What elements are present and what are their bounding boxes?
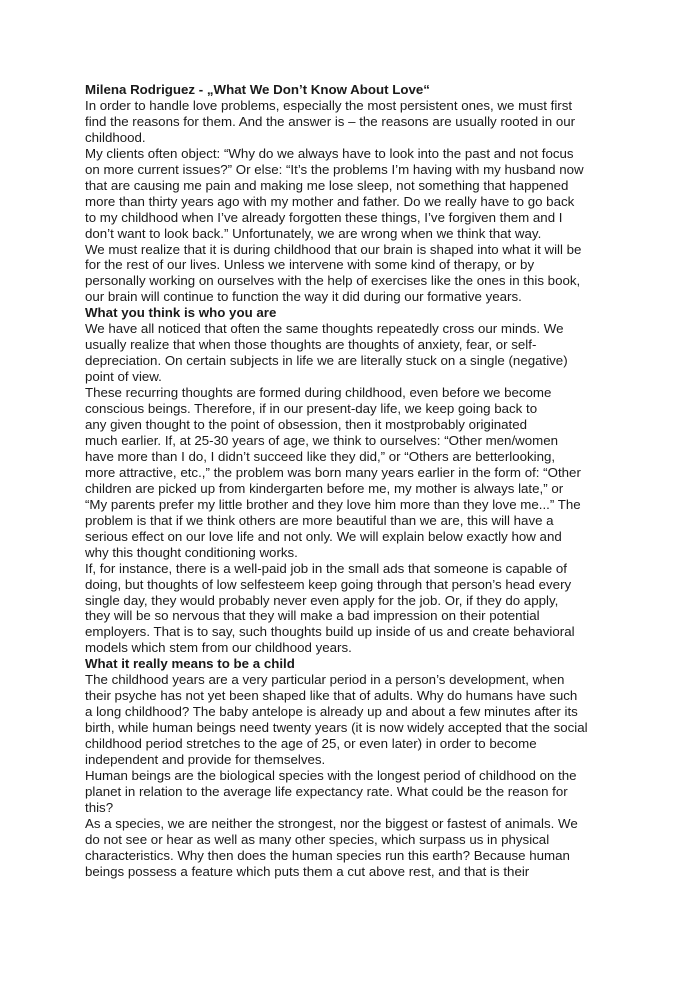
text-line: depreciation. On certain subjects in life we are literally stuck on a single (negative) (85, 353, 568, 369)
text-line: much earlier. If, at 25-30 years of age, we think to ourselves: “Other men/women (85, 432, 559, 448)
text-line: problem is that if we think others are more beautiful than we are, this will have a (85, 512, 554, 528)
text-line: In order to handle love problems, especially the most persistent ones, we must first (85, 97, 573, 113)
text-line: on more current issues?” Or else: “It’s the problems I’m having with my husband now (85, 161, 584, 177)
text-line: children are picked up from kindergarten before me, my mother is always late,” or (85, 480, 564, 496)
text-line: our brain will continue to function the way it did during our formative years. (85, 289, 522, 305)
text-line: do not see or hear as well as many other species, which surpass us in physical (85, 831, 550, 847)
text-line: have more than I do, I didn’t succeed like they did,” or “Others are betterlooking, (85, 448, 556, 464)
text-line: employers. That is to say, such thoughts build up inside of us and create behavioral (85, 624, 575, 640)
text-line: doing, but thoughts of low selfesteem keep going through that person’s head every (85, 576, 572, 592)
text-line: that are causing me pain and making me lose sleep, not something that happened (85, 177, 569, 193)
text-line: If, for instance, there is a well-paid job in the small ads that someone is capable of (85, 560, 567, 576)
text-line: characteristics. Why then does the human species run this earth? Because human (85, 847, 570, 863)
text-line: personally working on ourselves with the help of exercises like the ones in this book, (85, 273, 581, 289)
text-line: childhood. (85, 129, 146, 145)
text-line: These recurring thoughts are formed during childhood, even before we become (85, 385, 552, 401)
text-line: The childhood years are a very particular period in a person’s development, when (85, 672, 565, 688)
text-line: more than thirty years ago with my mother and father. Do we really have to go back (85, 193, 575, 209)
text-line: any given thought to the point of obsession, then it mostprobably originated (85, 417, 528, 433)
text-line: find the reasons for them. And the answer is – the reasons are usually rooted in our (85, 113, 576, 129)
text-line: a long childhood? The baby antelope is already up and about a few minutes after its (85, 704, 578, 720)
text-line: serious effect on our love life and not only. We will explain below exactly how and (85, 528, 562, 544)
text-line: We have all noticed that often the same thoughts repeatedly cross our minds. We (85, 321, 564, 337)
text-line: planet in relation to the average life expectancy rate. What could be the reason for (85, 783, 568, 799)
text-line: their psyche has not yet been shaped like that of adults. Why do humans have such (85, 688, 578, 704)
document-page (85, 82, 625, 880)
text-line: they will be so nervous that they will make a bad impression on their potential (85, 608, 540, 624)
text-line: conscious beings. Therefore, if in our present-day life, we keep going back to (85, 401, 538, 417)
text-line: this? (85, 799, 114, 815)
text-line: We must realize that it is during childhood that our brain is shaped into what it will be (85, 241, 582, 257)
text-line: birth, while human beings need twenty years (it is now widely accepted that the social (85, 720, 588, 736)
text-line: to my childhood when I’ve already forgotten these things, I’ve forgiven them and I (85, 209, 563, 225)
section-heading: What it really means to be a child (85, 656, 295, 672)
text-line: childhood period stretches to the age of 25, or even later) in order to become (85, 736, 537, 752)
text-line: single day, they would probably never even apply for the job. Or, if they do apply, (85, 592, 559, 608)
text-line: Human beings are the biological species with the longest period of childhood on the (85, 767, 577, 783)
text-line: don’t want to look back.” Unfortunately, we are wrong when we think that way. (85, 225, 542, 241)
text-line: for the rest of our lives. Unless we intervene with some kind of therapy, or by (85, 257, 535, 273)
section-heading: Milena Rodriguez - „What We Don’t Know About Love“ (85, 82, 430, 97)
text-line: why this thought conditioning works. (85, 544, 298, 560)
text-line: independent and provide for themselves. (85, 752, 326, 768)
text-line: As a species, we are neither the strongest, nor the biggest or fastest of animals. We (85, 815, 578, 831)
section-heading: What you think is who you are (85, 305, 277, 321)
text-line: beings possess a feature which puts them a cut above rest, and that is their (85, 863, 530, 879)
text-line: My clients often object: “Why do we always have to look into the past and not focus (85, 145, 574, 161)
text-line: point of view. (85, 369, 162, 385)
text-line: more attractive, etc.,” the problem was born many years earlier in the form of: “Other (85, 464, 581, 480)
text-line: “My parents prefer my little brother and they love him more than they love me...” The (85, 496, 581, 512)
text-line: usually realize that when those thoughts are thoughts of anxiety, fear, or self- (85, 337, 537, 353)
text-line: models which stem from our childhood years. (85, 640, 352, 656)
